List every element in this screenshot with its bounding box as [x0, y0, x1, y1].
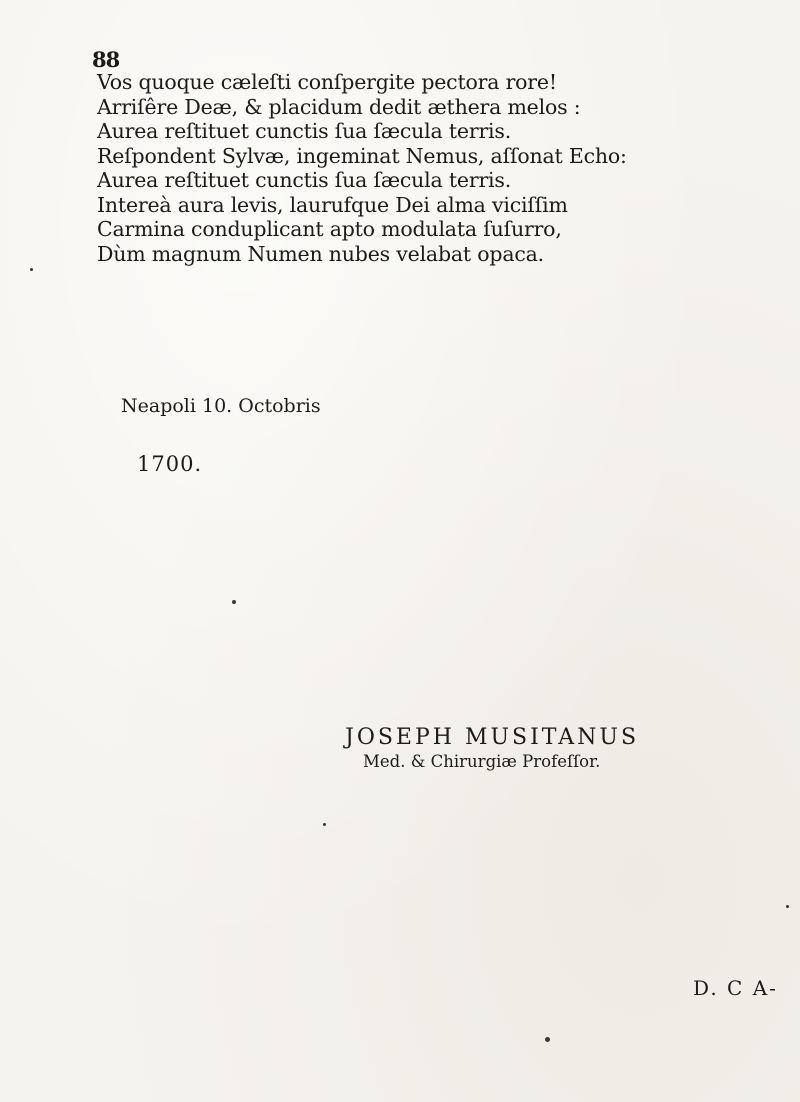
ink-speck — [323, 823, 326, 826]
verse-line: Vos quoque cæleſti conſpergite pectora rore! — [97, 70, 557, 94]
verse-line: Aurea reſtituet cunctis ſua ſæcula terris. — [97, 168, 512, 192]
page-number: 88 — [92, 47, 120, 72]
ink-speck — [545, 1037, 550, 1042]
ink-speck — [30, 268, 33, 271]
author-title: Med. & Chirurgiæ Profeſſor. — [363, 752, 601, 771]
verse-line: Intereà aura levis, laurufque Dei alma viciſſim — [97, 192, 568, 217]
ink-speck — [232, 600, 236, 604]
author-name: JOSEPH MUSITANUS — [345, 725, 640, 750]
verse-line: Aurea reſtituet cunctis ſua ſæcula terris. — [97, 119, 512, 143]
year: 1700. — [137, 452, 203, 476]
verse-line: Carmina conduplicant apto modulata ſuſurro, — [97, 217, 562, 241]
verse-line: Dùm magnum Numen nubes velabat opaca. — [97, 241, 544, 266]
verse-block — [97, 70, 627, 266]
signature-block — [345, 725, 665, 771]
verse-line: Arriſêre Deæ, & placidum dedit æthera melos : — [97, 94, 581, 119]
ink-speck — [786, 905, 789, 908]
dateline: Neapoli 10. Octobris — [121, 395, 321, 417]
catchword: D. C A- — [693, 976, 778, 1000]
verse-line: Reſpondent Sylvæ, ingeminat Nemus, aſſonat Echo: — [97, 143, 627, 168]
